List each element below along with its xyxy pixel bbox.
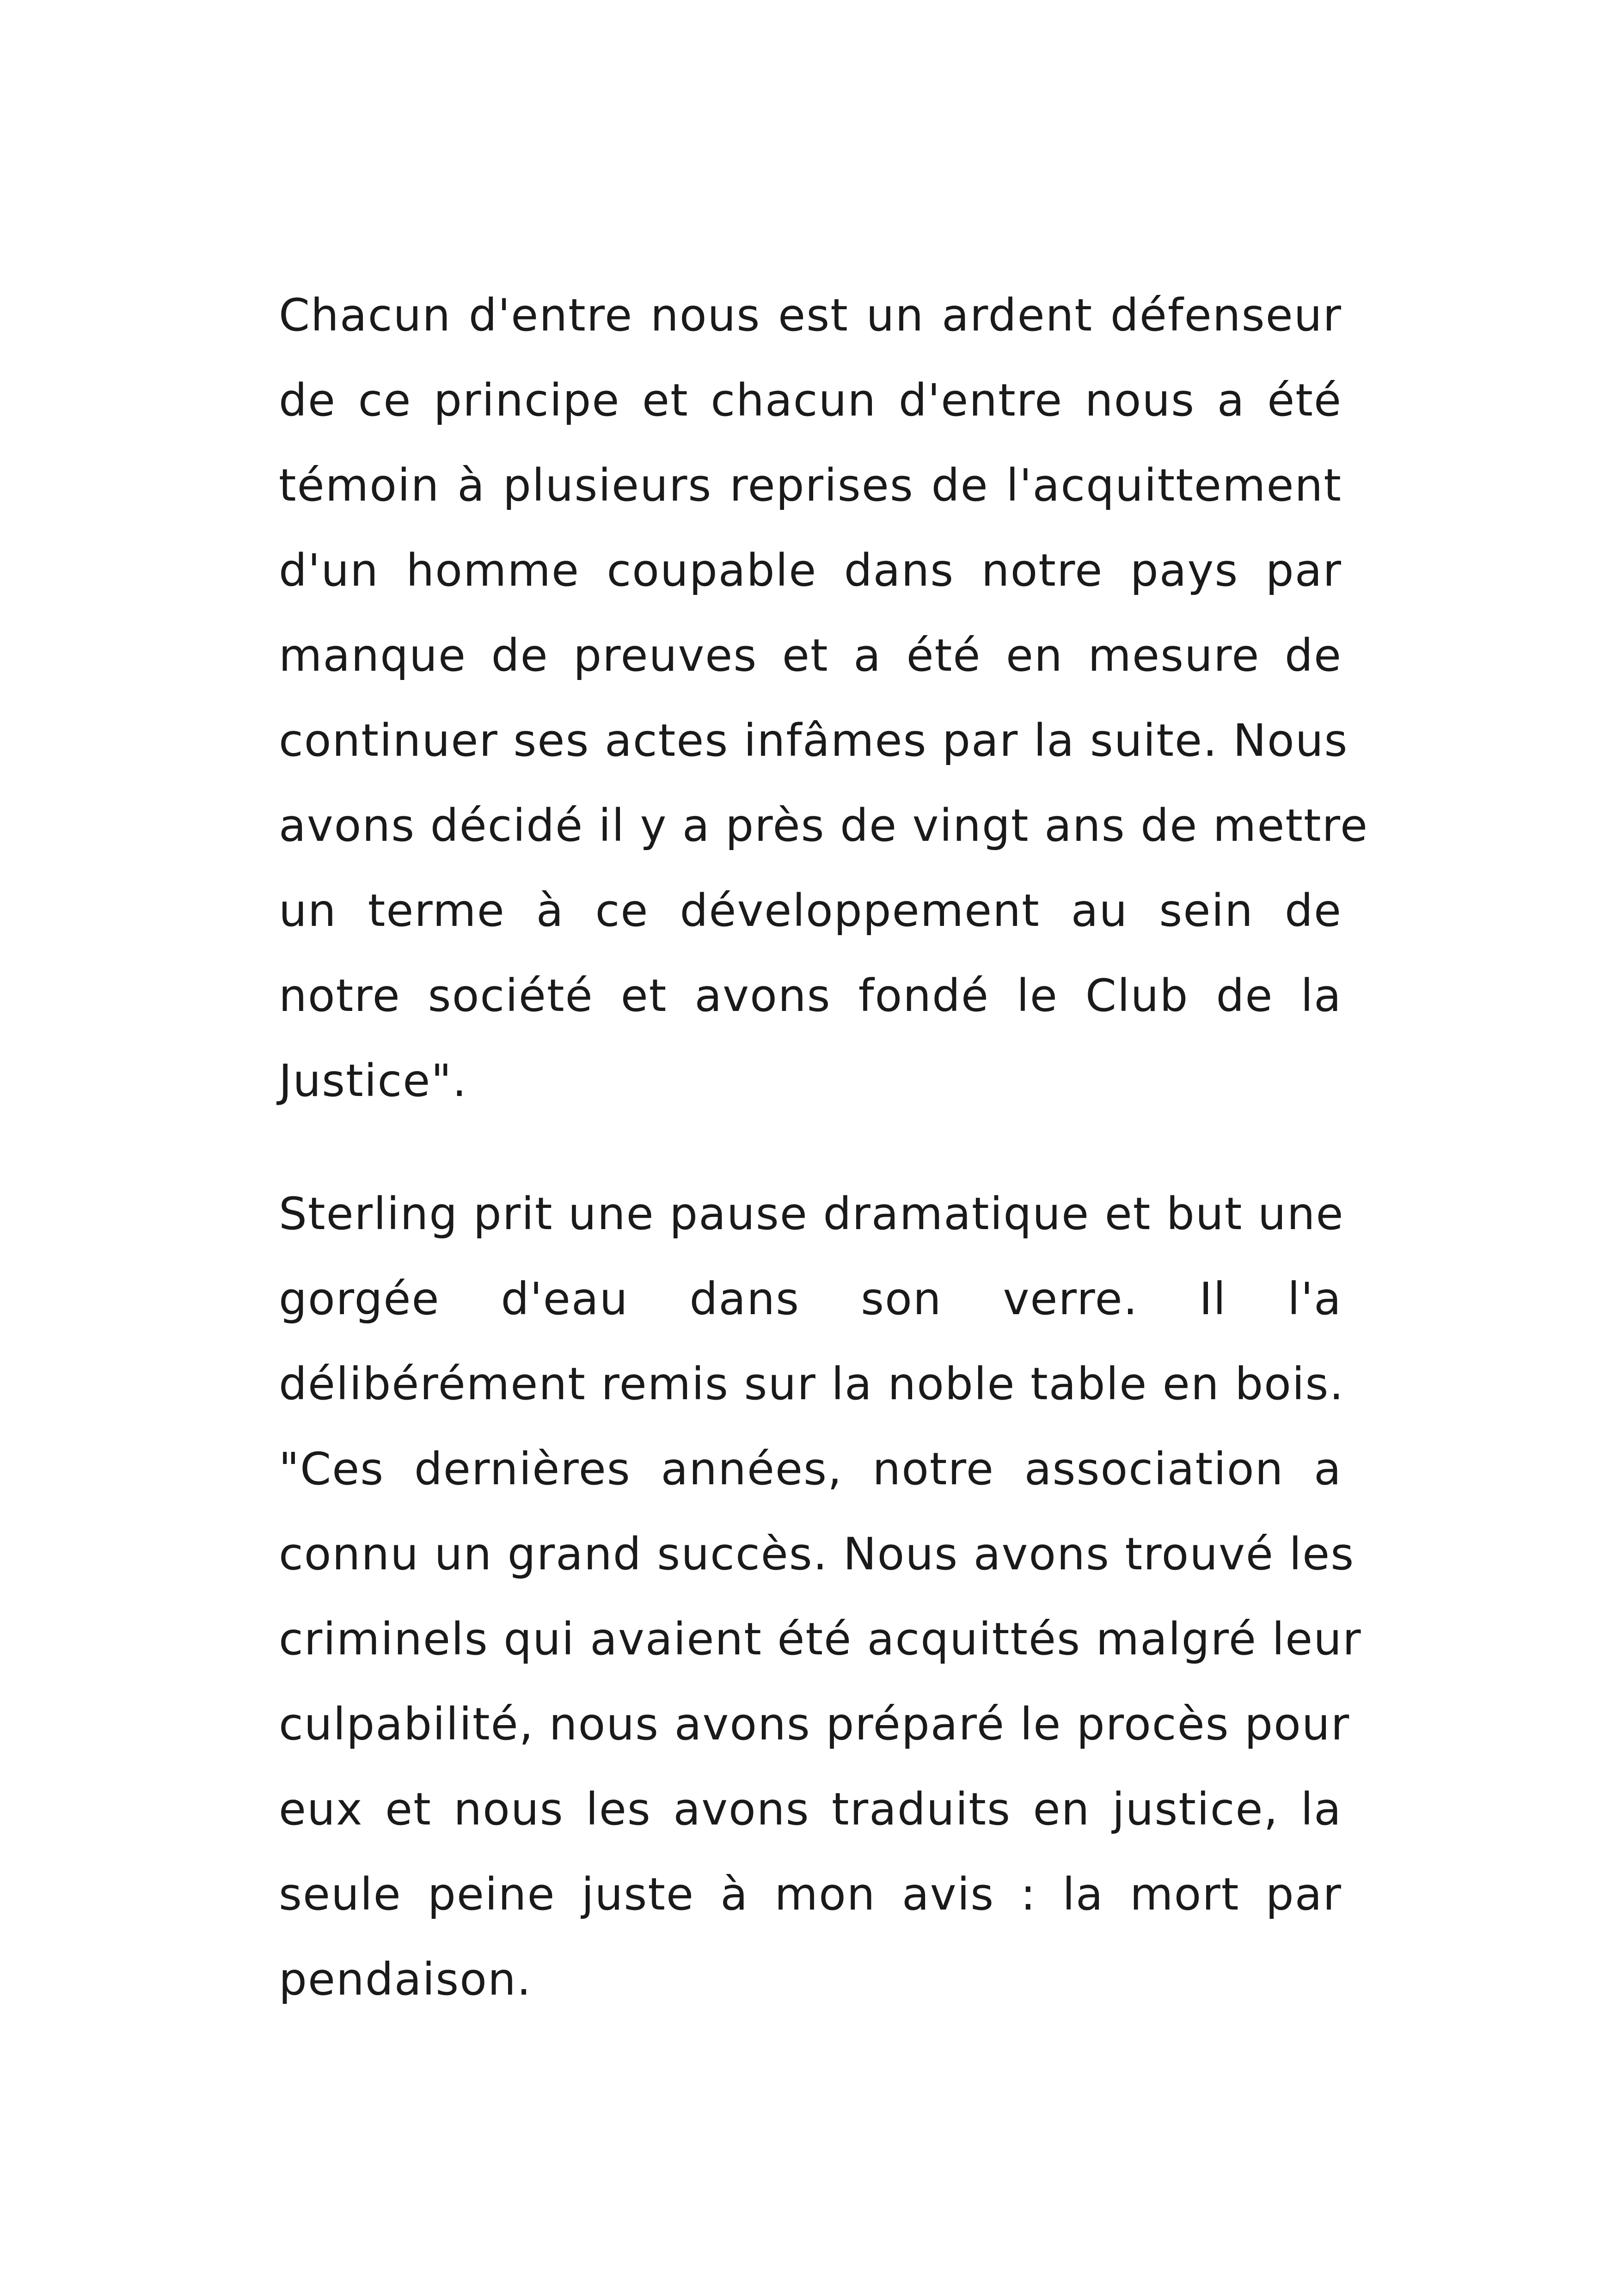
paragraph-2 bbox=[279, 1171, 1362, 2022]
text-line: connu un grand succès. Nous avons trouvé les bbox=[279, 1528, 1355, 1580]
text-line: gorgée d'eau dans son verre. Il l'a bbox=[279, 1273, 1342, 1325]
text-line: un terme à ce développement au sein de bbox=[279, 885, 1342, 937]
paragraph-spacing bbox=[279, 1123, 1342, 1171]
text-line: continuer ses actes infâmes par la suite. Nous bbox=[279, 715, 1348, 766]
text-line: avons décidé il y a près de vingt ans de mettre bbox=[279, 800, 1369, 851]
text-line: manque de preuves et a été en mesure de bbox=[279, 630, 1342, 681]
text-line: eux et nous les avons traduits en justice, la bbox=[279, 1783, 1342, 1835]
text-line: témoin à plusieurs reprises de l'acquittement bbox=[279, 459, 1342, 511]
text-line: d'un homme coupable dans notre pays par bbox=[279, 545, 1342, 596]
text-line: Sterling prit une pause dramatique et but une bbox=[279, 1188, 1344, 1240]
text-line: pendaison. bbox=[279, 1953, 532, 2005]
text-line: "Ces dernières années, notre association a bbox=[279, 1443, 1342, 1495]
text-line: notre société et avons fondé le Club de la bbox=[279, 970, 1342, 1022]
text-line: seule peine juste à mon avis : la mort par bbox=[279, 1868, 1342, 1920]
document-page bbox=[279, 273, 1369, 2022]
text-line: criminels qui avaient été acquittés malgré leur bbox=[279, 1613, 1362, 1665]
text-line: culpabilité, nous avons préparé le procès pour bbox=[279, 1698, 1350, 1750]
paragraph-1 bbox=[279, 273, 1369, 1123]
text-line: de ce principe et chacun d'entre nous a été bbox=[279, 374, 1342, 426]
text-line: délibérément remis sur la noble table en bois. bbox=[279, 1358, 1345, 1410]
text-line: Justice". bbox=[279, 1055, 467, 1107]
text-line: Chacun d'entre nous est un ardent défenseur bbox=[279, 289, 1342, 341]
